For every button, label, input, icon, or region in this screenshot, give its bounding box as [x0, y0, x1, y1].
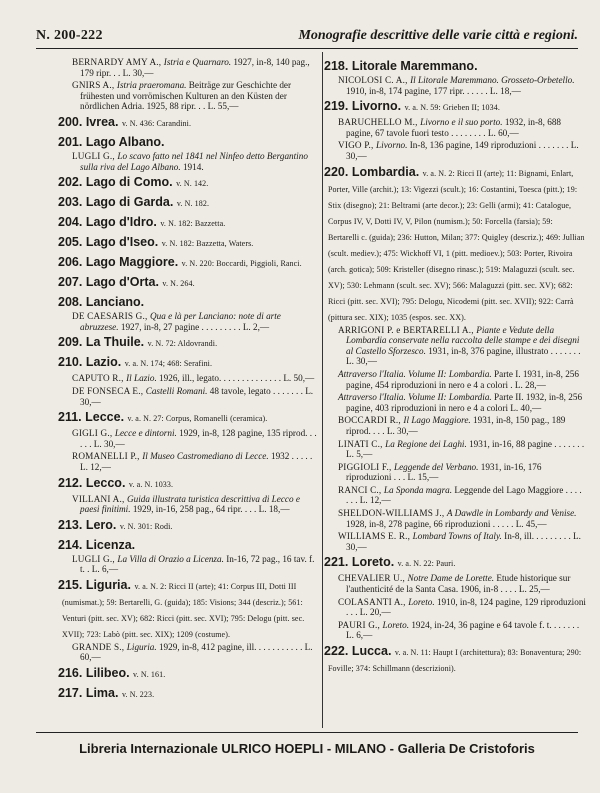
entry-author: ROMANELLI P., — [72, 451, 143, 462]
bibliography-entry — [328, 75, 586, 96]
section-heading — [58, 354, 320, 372]
section-number: 220. — [324, 164, 352, 179]
entry-details: Etude historique sur l'authenticité de la Santa Casa. 1906, in-8 . . . . L. 25,— — [346, 573, 571, 595]
entry-details: 1910, in-8, 174 pagine, 177 ripr. . . . . . L. 18,— — [346, 85, 521, 96]
section-place: Lilibeo. — [85, 666, 134, 681]
section-number: 217. — [58, 686, 86, 701]
section-place: Lucca. — [351, 644, 395, 658]
section-heading — [58, 254, 320, 272]
entry-title: Loreto. — [382, 619, 412, 630]
entry-title: Istria praeromana. — [116, 80, 189, 91]
entry-title: Lecce e dintorni. — [114, 428, 180, 439]
cross-reference: v. a. N. 27: Corpus, Romanelli (ceramica). — [127, 414, 268, 424]
bibliography-entry — [62, 151, 320, 172]
section-number: 211. — [58, 410, 86, 425]
entry-title: A Dawdle in Lombardy and Venise. — [446, 508, 577, 519]
cross-reference: v. N. 72: Aldovrandi. — [147, 339, 218, 349]
entry-author: DE FONSECA E., — [72, 385, 146, 396]
section-heading — [58, 537, 320, 553]
entry-details: 1926, ill., legato. . . . . . . . . . . . . . L. 50,— — [159, 373, 315, 384]
bibliography-entry — [62, 428, 320, 449]
entry-author: GRANDE S., — [72, 641, 127, 652]
section-place: Lecce. — [85, 410, 128, 425]
bibliography-entry — [62, 642, 320, 663]
entry-title: Attraverso l'Italia. Volume II: Lombardia. — [338, 392, 495, 403]
entry-author: RANCI C., — [338, 484, 384, 495]
entry-details: Leggende del Lago Maggiore . . . . . . . L. 12,— — [346, 484, 582, 506]
section-place: Lima. — [85, 686, 122, 701]
section-place: Liguria. — [85, 577, 135, 592]
section-heading — [58, 685, 320, 703]
entry-author: GIGLI G., — [72, 428, 115, 439]
section-place: Ivrea. — [85, 114, 122, 129]
section-place: Lazio. — [85, 355, 125, 370]
bibliography-entry — [328, 597, 586, 618]
section-place: Lago d'Iseo. — [85, 235, 162, 250]
section-number: 214. — [58, 537, 86, 552]
section-number: 212. — [58, 475, 86, 490]
entry-title: Istria e Quarnaro. — [163, 57, 234, 67]
entry-details: 1932 . . . . . L. 12,— — [80, 451, 313, 472]
entry-details: 1932, in-8, 688 pagine, 67 tavole fuori testo . . . . . . . . L. 60,— — [346, 117, 562, 138]
section-place: Lago Albano. — [85, 134, 165, 149]
section-place: Livorno. — [351, 99, 405, 114]
section-number: 207. — [58, 275, 86, 290]
section-place: Lero. — [85, 517, 120, 532]
entry-details: 1929, in-16, 258 pag., 64 ripr. . . . L. 18,— — [132, 504, 290, 515]
entry-title: Lo scavo fatto nel 1841 nel Ninfeo detto Bergantino sulla riva del Lago Albano. — [80, 150, 308, 172]
entry-title: Il Museo Castromediano di Lecce. — [142, 451, 271, 462]
cross-reference: v. a. N. 2: Ricci II (arte); 41: Corpus III, Dotti III (numismat.); 59: Bertarelli, G. (guida); 185: Visions; 344 (descriz.); 561: Venturi (pitt. sec. XV); 682: Ricci (pitt. sec. XVI); 795: Delogu (pitt. sec. XVII); 723: Labò (pitt. sec. XIX); 1209 (costume). — [62, 581, 305, 639]
section-place: La Thuile. — [85, 335, 148, 350]
section-heading — [58, 134, 320, 150]
section-number: 205. — [58, 235, 86, 250]
bibliography-entry — [328, 325, 586, 367]
entry-details: 1931, in-8, 150 pag., 189 riprod. . . . L. 30,— — [346, 415, 566, 436]
entry-title: Guida illustrata turistica descrittiva di Lecco e paesi finitimi. — [80, 493, 300, 515]
section-heading — [58, 409, 320, 427]
entry-details: 48 tavole, legato . . . . . . . L. 30,— — [80, 385, 314, 407]
section-place: Lanciano. — [85, 295, 145, 310]
entry-details: In-8, ill. . . . . . . . . L. 30,— — [346, 531, 581, 552]
cross-reference: v. N. 264. — [162, 279, 195, 289]
bibliography-entry — [62, 386, 320, 407]
bibliography-entry — [328, 531, 586, 552]
entry-title: Attraverso l'Italia. Volume II: Lombardia. — [338, 368, 495, 379]
entry-author: CHEVALIER U., — [338, 573, 408, 584]
entry-author: CAPUTO R., — [72, 373, 127, 384]
entry-details: 1910, in-8, 124 pagine, 129 riproduzioni . . . L. 20,— — [346, 596, 586, 618]
cross-reference: v. a. N. 59: Grieben II; 1034. — [404, 103, 500, 113]
cross-reference: v. a. N. 174; 468: Serafini. — [124, 359, 213, 369]
section-number: 201. — [58, 134, 86, 149]
right-column — [324, 56, 586, 726]
section-number: 210. — [58, 355, 86, 370]
section-number: 209. — [58, 335, 86, 350]
section-place: Lago di Garda. — [85, 195, 177, 210]
bibliography-entry — [62, 311, 320, 332]
entry-details: 1929, in-8, 128 pagine, 135 riprod. . . . . . L. 30,— — [80, 428, 317, 449]
section-heading — [58, 194, 320, 212]
bibliography-entry — [328, 140, 586, 161]
entry-author: BERNARDY AMY A., — [72, 57, 164, 67]
entry-author: ARRIGONI P. e BERTARELLI A., — [338, 324, 477, 335]
entry-details: 1927, in-8, 27 pagine . . . . . . . . . L. 2,— — [120, 321, 270, 332]
page-subject-title: Monografie descrittive delle varie città e regioni. — [298, 28, 578, 43]
entry-details: 1931, in-16, 88 pagine . . . . . . . L. 5,— — [346, 438, 585, 460]
bibliography-entry — [328, 573, 586, 594]
entry-details: 1927, in-8, 140 pag., 179 ripr. . . L. 30,— — [80, 57, 310, 78]
bibliography-entry — [328, 462, 586, 483]
cross-reference: v. N. 142. — [176, 179, 209, 189]
entry-details: 1929, in-8, 412 pagine, ill. . . . . . . . . . . L. 60,— — [80, 641, 313, 663]
entry-author: WILLIAMS E. R., — [338, 531, 413, 542]
bibliography-entry — [62, 373, 320, 384]
section-number: 215. — [58, 577, 86, 592]
section-place: Licenza. — [85, 537, 136, 552]
cross-reference: v. N. 220: Boccardi, Piggioli, Ranci. — [181, 259, 302, 269]
section-place: Lago d'Idro. — [85, 215, 161, 230]
entry-title: Piante e Vedute della Lombardia conservate nella raccolta delle stampe e dei disegni al Castello Sforzesco. — [346, 324, 580, 356]
section-heading — [58, 114, 320, 132]
entry-title: Leggende del Verbano. — [393, 461, 481, 472]
bibliography-entry — [328, 508, 586, 529]
entry-author: VIGO P., — [338, 140, 377, 151]
cross-reference: v. N. 223. — [121, 690, 155, 700]
section-place: Lombardia. — [351, 164, 423, 179]
section-number: 203. — [58, 195, 86, 210]
publisher-footer: Libreria Internazionale ULRICO HOEPLI - MILANO - Galleria De Cristoforis — [36, 732, 578, 761]
page-header — [36, 26, 578, 49]
bibliography-entry — [328, 485, 586, 506]
section-place: Loreto. — [351, 555, 398, 570]
cross-reference: v. N. 301: Rodi. — [119, 521, 173, 531]
entry-details: 1914. — [182, 161, 204, 172]
entry-title: Il Lago Maggiore. — [403, 415, 473, 426]
entry-title: Qua e là per Lanciano: note di arte abruzzese. — [80, 311, 281, 332]
entry-title: La Regione dei Laghi. — [385, 438, 470, 449]
entry-details: Parte I. 1931, in-8, 256 pagine, 454 riproduzioni in nero e 4 a colori . L. 28,— — [346, 368, 579, 390]
entry-title: Lombard Towns of Italy. — [412, 531, 505, 542]
entry-title: Livorno e il suo porto. — [420, 117, 505, 128]
entry-title: Castelli Romani. — [145, 385, 210, 396]
cross-reference: v. N. 182: Bazzetta. — [160, 219, 226, 229]
entry-author: BARUCHELLO M., — [338, 117, 421, 128]
section-number: 202. — [58, 175, 86, 190]
entry-author: DE CAESARIS G., — [72, 311, 150, 322]
bibliography-entry — [328, 117, 586, 138]
cross-reference: v. N. 161. — [133, 670, 166, 680]
cross-reference: v. N. 182: Bazzetta, Waters. — [161, 239, 254, 249]
bibliography-entry — [62, 451, 320, 472]
bibliography-entry — [328, 620, 586, 641]
section-number: 221. — [324, 555, 352, 570]
entry-details: 1924, in-24, 36 pagine e 64 tavole f. t. . . . . . . L. 6,— — [346, 619, 580, 641]
section-number: 200. — [58, 114, 86, 129]
entry-details: Beiträge zur Geschichte der frühesten und vorrömischen Kulturen an den Küsten der nördlichen Adria. 1925, 88 ripr. . . L. 55,— — [80, 80, 292, 112]
entry-details: Parte II. 1932, in-8, 256 pagine, 403 riproduzioni in nero e 4 a colori L. 40,— — [346, 392, 583, 413]
section-place: Lecco. — [85, 475, 129, 490]
section-heading — [58, 234, 320, 252]
bibliography-entry — [328, 439, 586, 460]
entry-author: SHELDON-WILLIAMS J., — [338, 508, 447, 519]
section-heading — [324, 643, 586, 675]
entry-author: LUGLI G., — [72, 553, 118, 564]
entry-author: LUGLI G., — [72, 150, 118, 161]
section-place: Lago Maggiore. — [85, 255, 182, 270]
entry-title: Notre Dame de Lorette. — [407, 573, 497, 584]
cross-reference: v. N. 182. — [176, 199, 210, 209]
entry-details: 1928, in-8, 278 pagine, 66 riproduzioni . . . . . L. 45,— — [346, 518, 547, 529]
section-heading — [58, 214, 320, 232]
section-number: 216. — [58, 666, 86, 681]
entry-title: La Villa di Orazio a Licenza. — [117, 553, 227, 564]
entry-title: Loreto. — [408, 596, 437, 607]
entry-details: In-16, 72 pag., 16 tav. f. t. . L. 6,— — [80, 553, 315, 575]
entry-author: PIGGIOLI F., — [338, 461, 394, 472]
section-heading — [58, 274, 320, 292]
entry-author: BOCCARDI R., — [338, 415, 404, 426]
section-heading — [58, 665, 320, 683]
entry-author: COLASANTI A., — [338, 596, 409, 607]
section-heading — [58, 475, 320, 493]
entry-author: PAURI G., — [338, 619, 383, 630]
cross-reference: v. a. N. 22: Pauri. — [397, 559, 456, 569]
cross-reference: v. a. N. 2: Ricci II (arte); 11: Bignami, Enlart, Porter, Ville (archit.); 13: Vigezzi (scult.); 16: Costantini, Toesca (pitt.); 19: Stix (disegno); 21: Beltrami (arte decor.); 23: Gelli (armi); 41: Catalogue, Corpus IV, V, Dotti IV, V, Pilon (numism.); 50: Forcella (farsia); 59: Bertarelli c. (guida); 236: Hutton, Milan; 377: Quigley (descriz.); 469: Jullian (scult. mediev.); 475: Wickhoff VI, 1 (pitt. medioev.); 503: Porter, Rivoira (arch. gotica); 509: Kristeller (disegno rinasc.); 519: Malaguzzi (scult. sec. XV); 530: Lehmann (scult. sec. XV); 566: Malaguzzi (pitt. sec. XV); 682: Ricci (pitt. sec. XVI); 795: Delogu, Nicodemi (pitt. sec. XVII); 922: Carrà (pittura sec. XIX); 1035 (espos. sec. XX). — [328, 168, 585, 322]
section-place: Lago d'Orta. — [85, 275, 163, 290]
entry-author: NICOLOSI C. A., — [338, 75, 411, 85]
section-number: 219. — [324, 99, 352, 114]
section-number: 206. — [58, 255, 86, 270]
cross-reference: v. a. N. 11: Haupt I (architettura); 83: Bonaventura; 290: Foville; 374: Schillmann (descrizioni). — [328, 648, 582, 673]
entry-details: 1931, in-16, 176 riproduzioni . . . L. 15,— — [346, 461, 542, 483]
bibliography-entry — [62, 57, 320, 78]
section-heading — [58, 517, 320, 535]
left-column — [58, 56, 320, 726]
entry-title: Il Lazio. — [126, 373, 160, 384]
bibliography-entry — [328, 415, 586, 436]
bibliography-entry — [62, 554, 320, 575]
entry-details: In-8, 136 pagine, 149 riproduzioni . . . . . . . L. 30,— — [346, 140, 579, 161]
entry-author: GNIRS A., — [72, 80, 117, 91]
column-divider — [322, 52, 323, 728]
section-heading — [324, 554, 586, 572]
cross-reference: v. N. 436: Carandini. — [121, 118, 192, 128]
bibliography-entry — [328, 392, 586, 413]
entry-title: Liguria. — [126, 641, 159, 652]
page-range: N. 200-222 — [36, 28, 103, 43]
section-number: 213. — [58, 517, 86, 532]
bibliography-entry — [62, 80, 320, 112]
section-heading — [58, 174, 320, 192]
entry-title: La Sponda magra. — [383, 484, 455, 495]
cross-reference: v. a. N. 1033. — [128, 479, 174, 489]
entry-author: LINATI C., — [338, 438, 386, 449]
section-heading — [58, 294, 320, 310]
bibliography-entry — [328, 369, 586, 390]
bibliography-entry — [62, 494, 320, 515]
section-heading — [324, 98, 586, 116]
section-number: 204. — [58, 215, 86, 230]
section-heading — [324, 58, 586, 74]
entry-author: VILLANI A., — [72, 493, 127, 504]
section-heading — [58, 334, 320, 352]
section-number: 222. — [324, 644, 352, 658]
entry-details: 1931, in-8, 376 pagine, illustrato . . . . . . . L. 30,— — [346, 345, 581, 367]
entry-title: Livorno. — [376, 140, 410, 151]
entry-title: Il Litorale Maremmano. Grosseto-Orbetello. — [410, 75, 575, 85]
section-heading — [324, 164, 586, 324]
section-place: Litorale Maremmano. — [351, 59, 478, 73]
section-number: 218. — [324, 59, 352, 73]
section-heading — [58, 577, 320, 641]
section-number: 208. — [58, 295, 86, 310]
section-place: Lago di Como. — [85, 175, 177, 190]
